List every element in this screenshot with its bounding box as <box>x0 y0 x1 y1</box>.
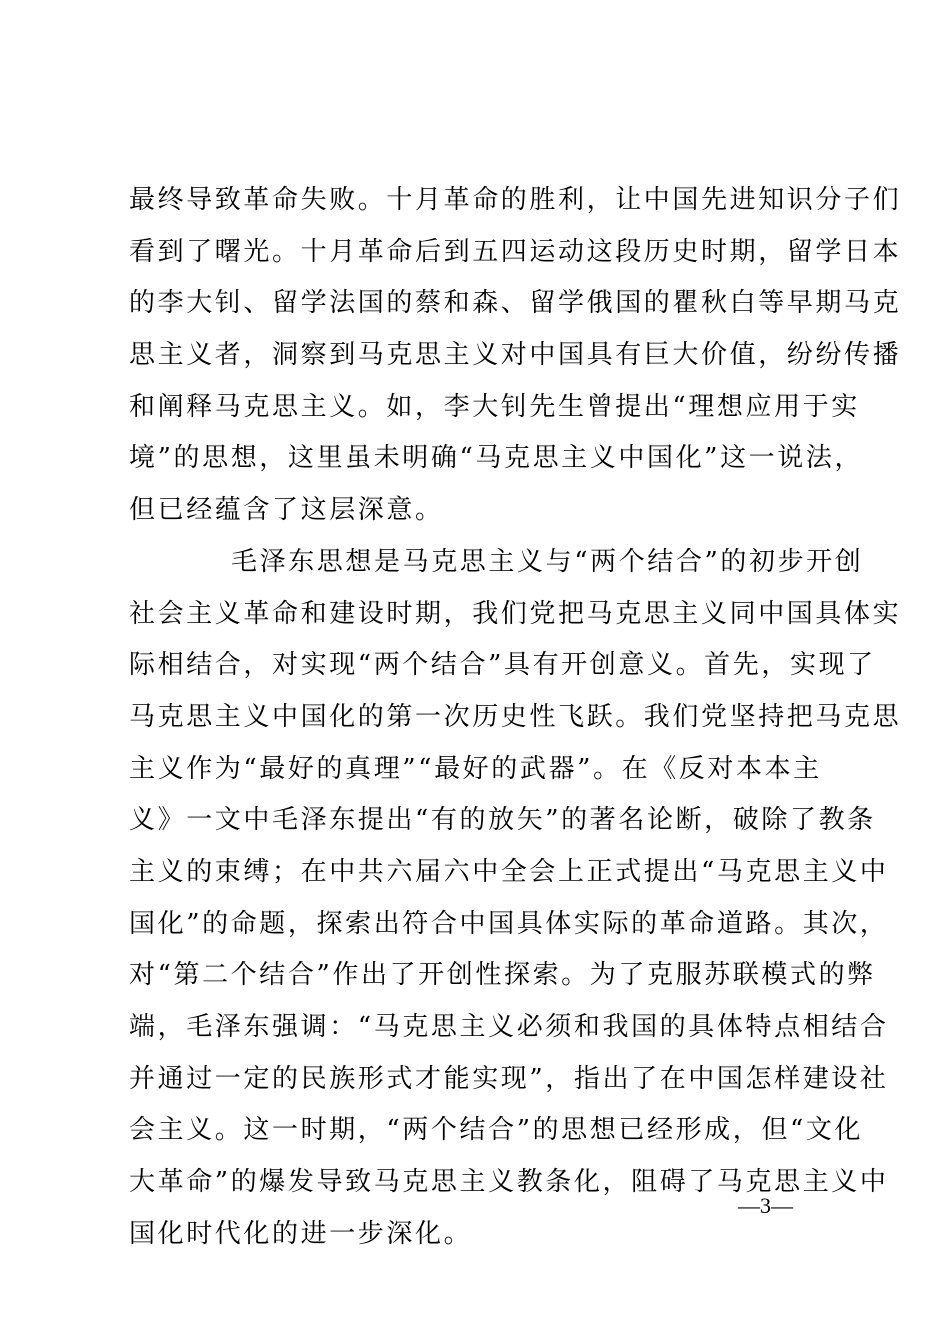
text-line: 最终导致革命失败。十月革命的胜利，让中国先进知识分子们 <box>129 185 902 215</box>
text-line: 境”的思想，这里虽未明确“马克思主义中国化”这一说法， <box>129 443 864 474</box>
text-line: 际相结合，对实现“两个结合”具有开创意义。首先，实现了 <box>129 650 876 681</box>
text-line: 但已经蕴含了这层深意。 <box>129 495 444 526</box>
paragraph-1 <box>129 180 902 542</box>
text-line: 并通过一定的民族形式才能实现”，指出了在中国怎样建设社 <box>129 1063 889 1094</box>
text-line: 义》一文中毛泽东提出“有的放矢”的著名论断，破除了教条 <box>129 805 876 836</box>
text-line: 国化”的命题，探索出符合中国具体实际的革命道路。其次， <box>129 908 889 939</box>
paragraph-2 <box>129 542 902 1266</box>
text-line: 大革命”的爆发导致马克思主义教条化，阻碍了马克思主义中 <box>129 1167 889 1198</box>
body-text <box>129 180 902 1265</box>
text-line: 的李大钊、留学法国的蔡和森、留学俄国的瞿秋白等早期马克 <box>129 288 902 319</box>
page-number: —3— <box>738 1193 793 1218</box>
text-line: 和阐释马克思主义。如，李大钊先生曾提出“理想应用于实 <box>129 391 860 422</box>
text-line: 马克思主义中国化的第一次历史性飞跃。我们党坚持把马克思 <box>129 701 902 732</box>
text-line: 端，毛泽东强调：“马克思主义必须和我国的具体特点相结合 <box>129 1012 889 1042</box>
text-line: 主义作为“最好的真理”“最好的武器”。在《反对本本主 <box>129 753 822 784</box>
text-line: 对“第二个结合”作出了开创性探索。为了克服苏联模式的弊 <box>129 960 876 991</box>
text-line: 毛泽东思想是马克思主义与“两个结合”的初步开创 <box>231 546 864 577</box>
text-line: 社会主义革命和建设时期，我们党把马克思主义同中国具体实 <box>129 598 902 629</box>
text-line: 国化时代化的进一步深化。 <box>129 1218 473 1249</box>
text-line: 看到了曙光。十月革命后到五四运动这段历史时期，留学日本 <box>129 236 902 267</box>
text-line: 思主义者，洞察到马克思主义对中国具有巨大价值，纷纷传播 <box>129 340 902 371</box>
text-line: 会主义。这一时期，“两个结合”的思想已经形成，但“文化 <box>129 1115 864 1146</box>
text-line: 主义的束缚；在中共六届六中全会上正式提出“马克思主义中 <box>129 856 889 887</box>
